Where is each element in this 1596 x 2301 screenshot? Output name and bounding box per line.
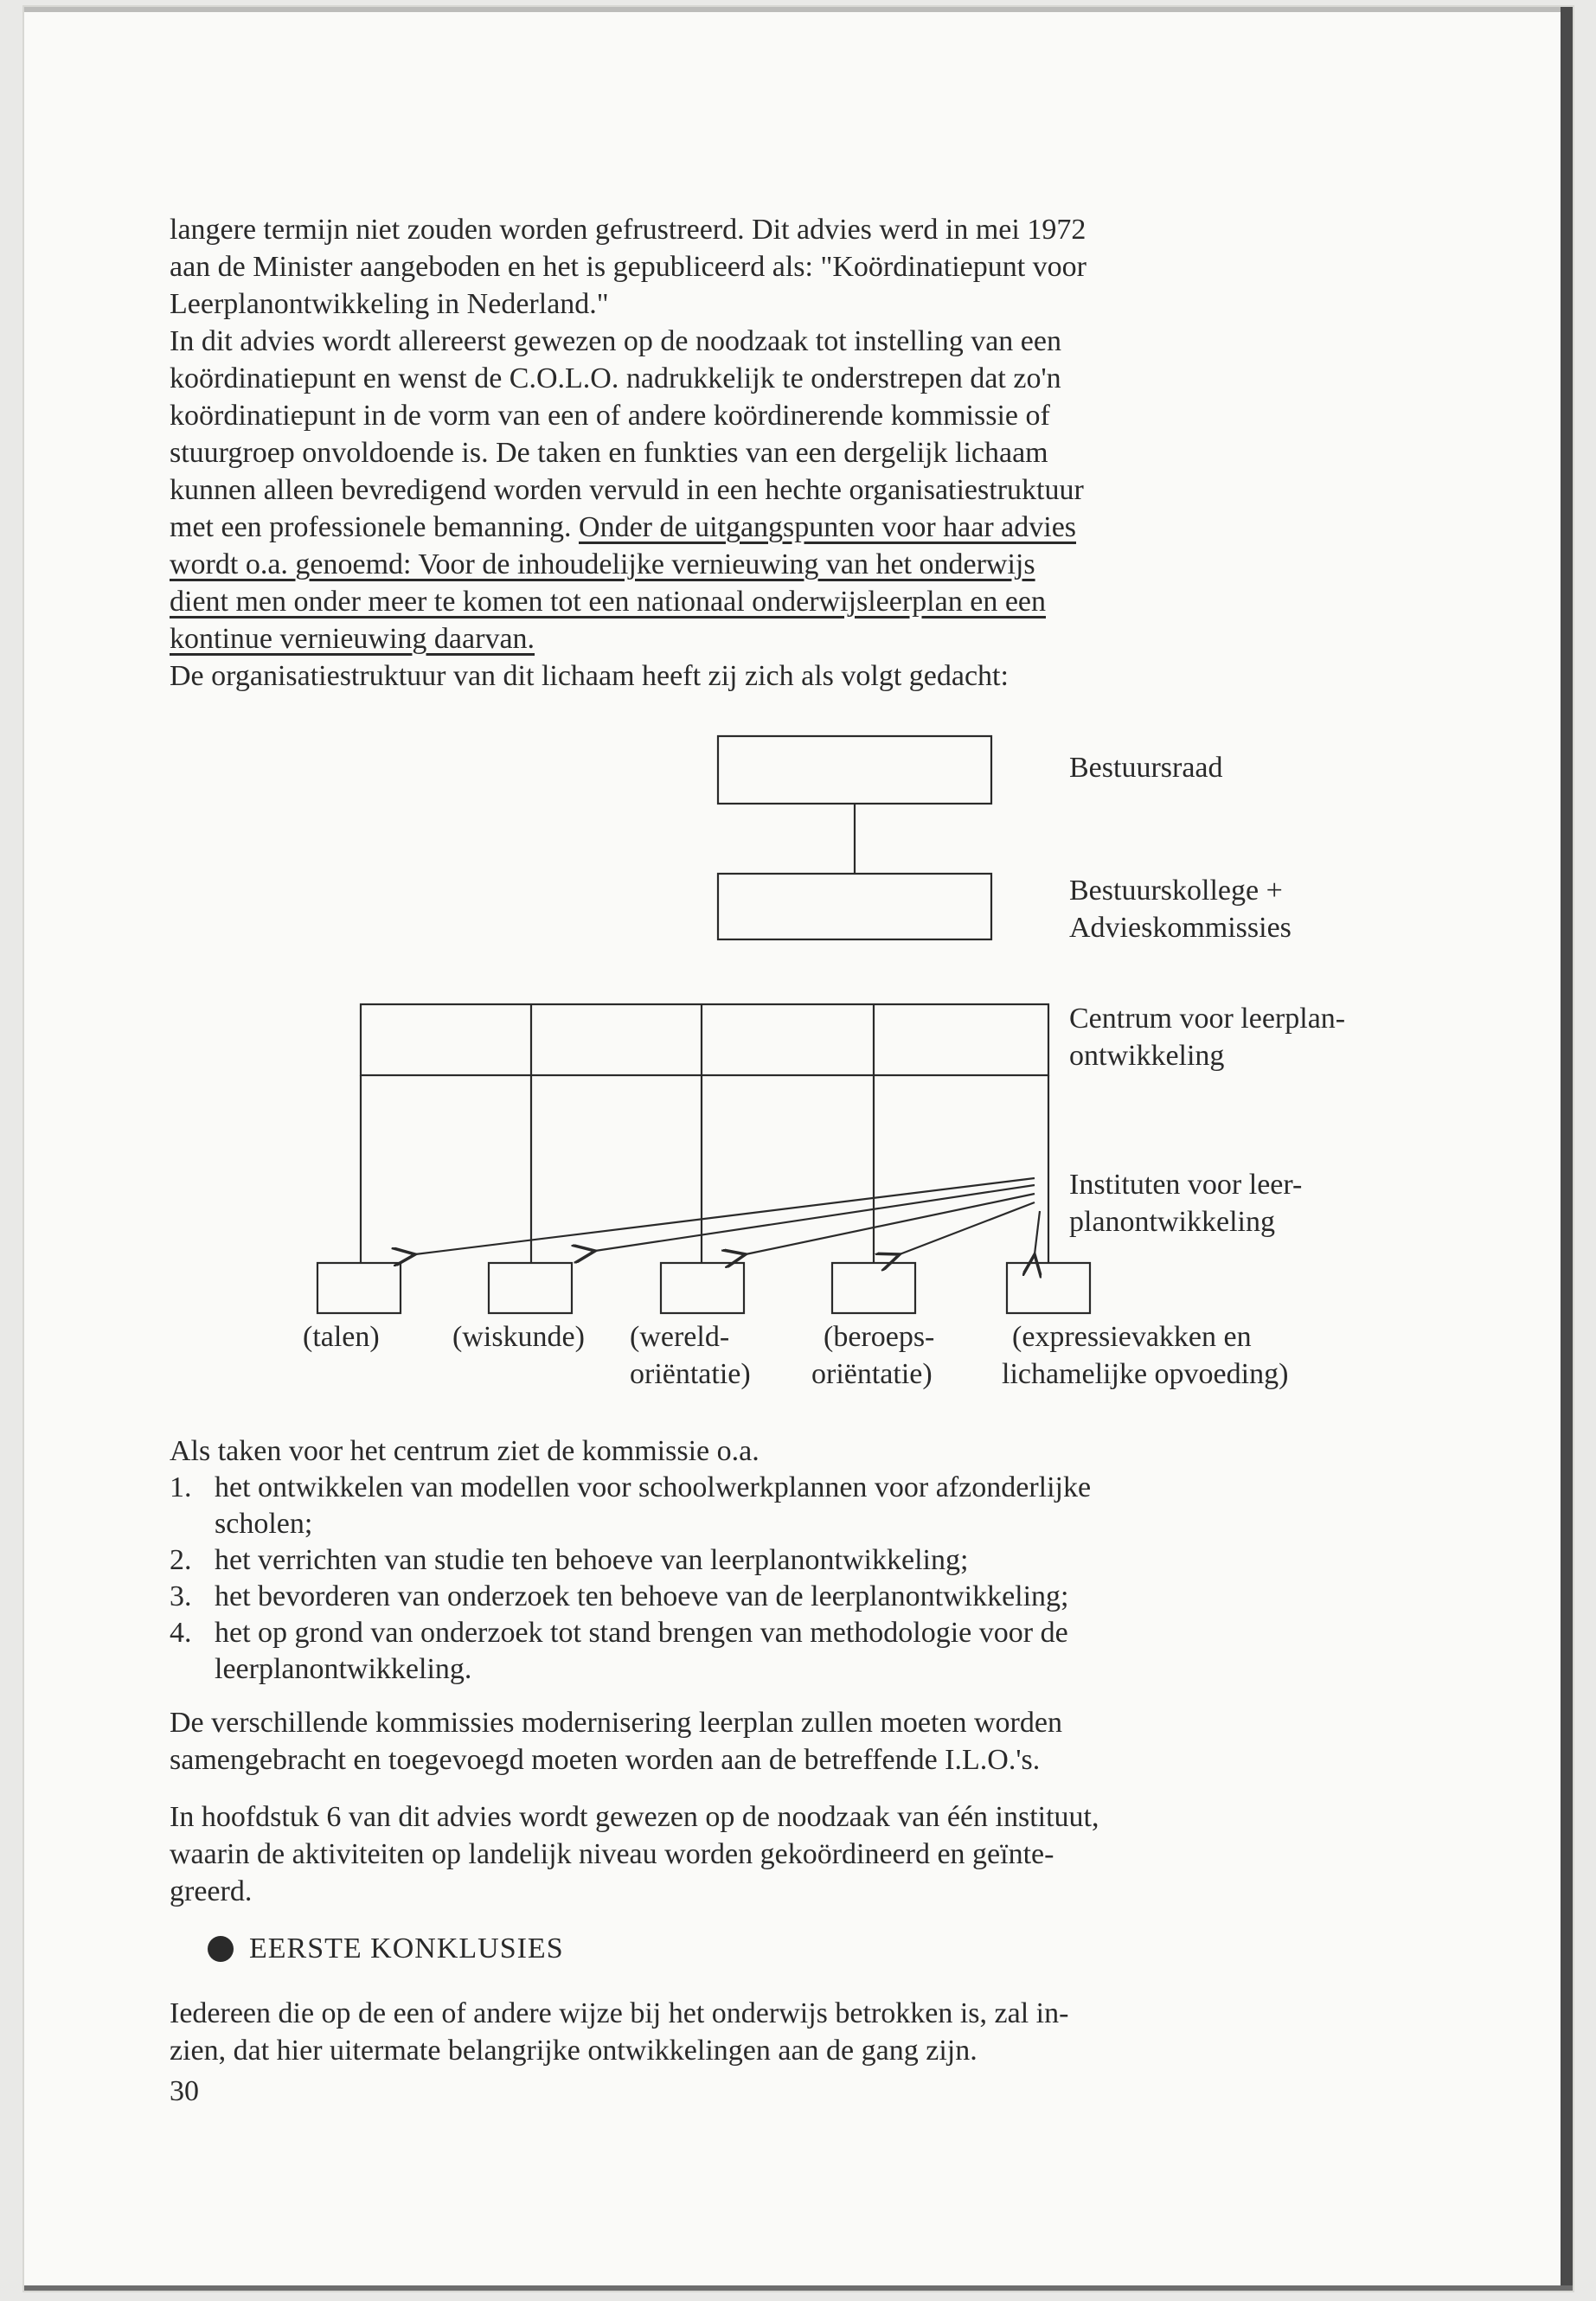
list-item: [170, 1579, 1450, 1615]
diagram-intro: De organisatiestruktuur van dit lichaam heeft zij zich als volgt gedacht:: [170, 660, 1009, 692]
list-line: het ontwikkelen van modellen voor schoolwerkplannen voor afzonderlijke: [215, 1471, 1092, 1503]
institute-label: [811, 1318, 934, 1393]
label-line: planontwikkeling: [1069, 1206, 1275, 1238]
page-edge-bottom: [24, 2285, 1573, 2291]
bullet-icon: [208, 1936, 234, 1962]
label-line: Advieskommissies: [1069, 912, 1292, 944]
paragraph-line: waarin de aktiviteiten op landelijk niveau worden gekoördineerd en geïnte-: [170, 1838, 1054, 1870]
paragraph-line: De verschillende kommissies modernisering leerplan zullen moeten worden: [170, 1707, 1062, 1739]
list-number: 3.: [170, 1580, 192, 1612]
heading-text: EERSTE KONKLUSIES: [249, 1932, 564, 1965]
paragraph-line: samengebracht en toegevoegd moeten worden aan de betreffende I.L.O.'s.: [170, 1744, 1041, 1776]
label-line: oriëntatie): [811, 1358, 933, 1390]
list-line: leerplanontwikkeling.: [215, 1653, 472, 1685]
intro-line: In dit advies wordt allereerst gewezen op de noodzaak tot instelling van een: [170, 325, 1061, 357]
list-number: 2.: [170, 1544, 192, 1576]
paragraph-line: In hoofdstuk 6 van dit advies wordt gewezen op de noodzaak van één instituut,: [170, 1801, 1099, 1833]
paragraph-line: Iedereen die op de een of andere wijze bij het onderwijs betrokken is, zal in-: [170, 1997, 1069, 2029]
label-line: oriëntatie): [630, 1358, 751, 1390]
list-line: het op grond van onderzoek tot stand brengen van methodologie voor de: [215, 1617, 1068, 1649]
list-item: [170, 1615, 1450, 1688]
list-item: [170, 1470, 1450, 1542]
intro-line: langere termijn niet zouden worden gefrustreerd. Dit advies werd in mei 1972: [170, 214, 1086, 246]
page-edge-right: [1561, 7, 1573, 2291]
underlined-line: kontinue vernieuwing daarvan.: [170, 623, 535, 655]
list-text: [215, 1470, 1091, 1542]
intro-line: stuurgroep onvoldoende is. De taken en funkties van een dergelijk lichaam: [170, 437, 1048, 469]
list-line: scholen;: [215, 1508, 313, 1540]
tasks-intro: Als taken voor het centrum ziet de kommissie o.a.: [170, 1435, 760, 1467]
paragraph-line: greerd.: [170, 1875, 253, 1907]
label-bestuursraad: Bestuursraad: [1069, 752, 1223, 784]
label-line: ontwikkeling: [1069, 1040, 1225, 1072]
list-number: 1.: [170, 1471, 192, 1503]
list-text: het bevorderen van onderzoek ten behoeve van de leerplanontwikkeling;: [215, 1580, 1069, 1612]
intro-line: Leerplanontwikkeling in Nederland.": [170, 288, 609, 320]
label-line: (beroeps-: [824, 1321, 935, 1353]
label-line: (expressievakken en: [1012, 1321, 1252, 1353]
label-line: Centrum voor leerplan-: [1069, 1003, 1346, 1035]
paragraph-conclusion: [170, 1995, 1450, 2069]
page-number: 30: [170, 2075, 199, 2107]
mixed-line: [170, 509, 1450, 546]
intro-line: koördinatiepunt in de vorm van een of andere koördinerende kommissie of: [170, 400, 1050, 432]
intro-line: aan de Minister aangeboden en het is gepubliceerd als: "Koördinatiepunt voor: [170, 251, 1086, 283]
intro-paragraph: [170, 211, 1450, 695]
label-bestuurskollege: [1069, 872, 1292, 946]
label-instituten: [1069, 1166, 1302, 1240]
mixed-line-plain: met een professionele bemanning.: [170, 511, 580, 543]
label-line: Bestuurskollege +: [1069, 875, 1283, 907]
paragraph-kommissies: [170, 1704, 1450, 1779]
tasks-list: [170, 1470, 1450, 1688]
label-line: lichamelijke opvoeding): [1002, 1358, 1289, 1390]
list-number: 4.: [170, 1617, 192, 1649]
institute-label: [1002, 1318, 1288, 1393]
list-text: het verrichten van studie ten behoeve van leerplanontwikkeling;: [215, 1544, 969, 1576]
mixed-line-underlined: Onder de uitgangspunten voor haar advies: [579, 511, 1077, 543]
institute-label: [630, 1318, 751, 1393]
paragraph-hoofdstuk: [170, 1798, 1450, 1910]
list-item: [170, 1542, 1450, 1579]
underlined-line: dient men onder meer te komen tot een nationaal onderwijsleerplan en een: [170, 586, 1046, 618]
list-text: [215, 1615, 1068, 1688]
intro-line: koördinatiepunt en wenst de C.O.L.O. nadrukkelijk te onderstrepen dat zo'n: [170, 362, 1061, 394]
section-heading: [208, 1932, 564, 1965]
intro-line: kunnen alleen bevredigend worden vervuld in een hechte organisatiestruktuur: [170, 474, 1084, 506]
underlined-line: wordt o.a. genoemd: Voor de inhoudelijke vernieuwing van het onderwijs: [170, 548, 1035, 580]
institute-label: (wiskunde): [452, 1321, 585, 1353]
label-centrum: [1069, 1000, 1345, 1074]
institute-label: (talen): [303, 1321, 380, 1353]
paragraph-line: zien, dat hier uitermate belangrijke ontwikkelingen aan de gang zijn.: [170, 2035, 977, 2067]
label-line: (wereld-: [630, 1321, 730, 1353]
page-edge-top: [24, 7, 1573, 12]
label-line: Instituten voor leer-: [1069, 1169, 1303, 1201]
